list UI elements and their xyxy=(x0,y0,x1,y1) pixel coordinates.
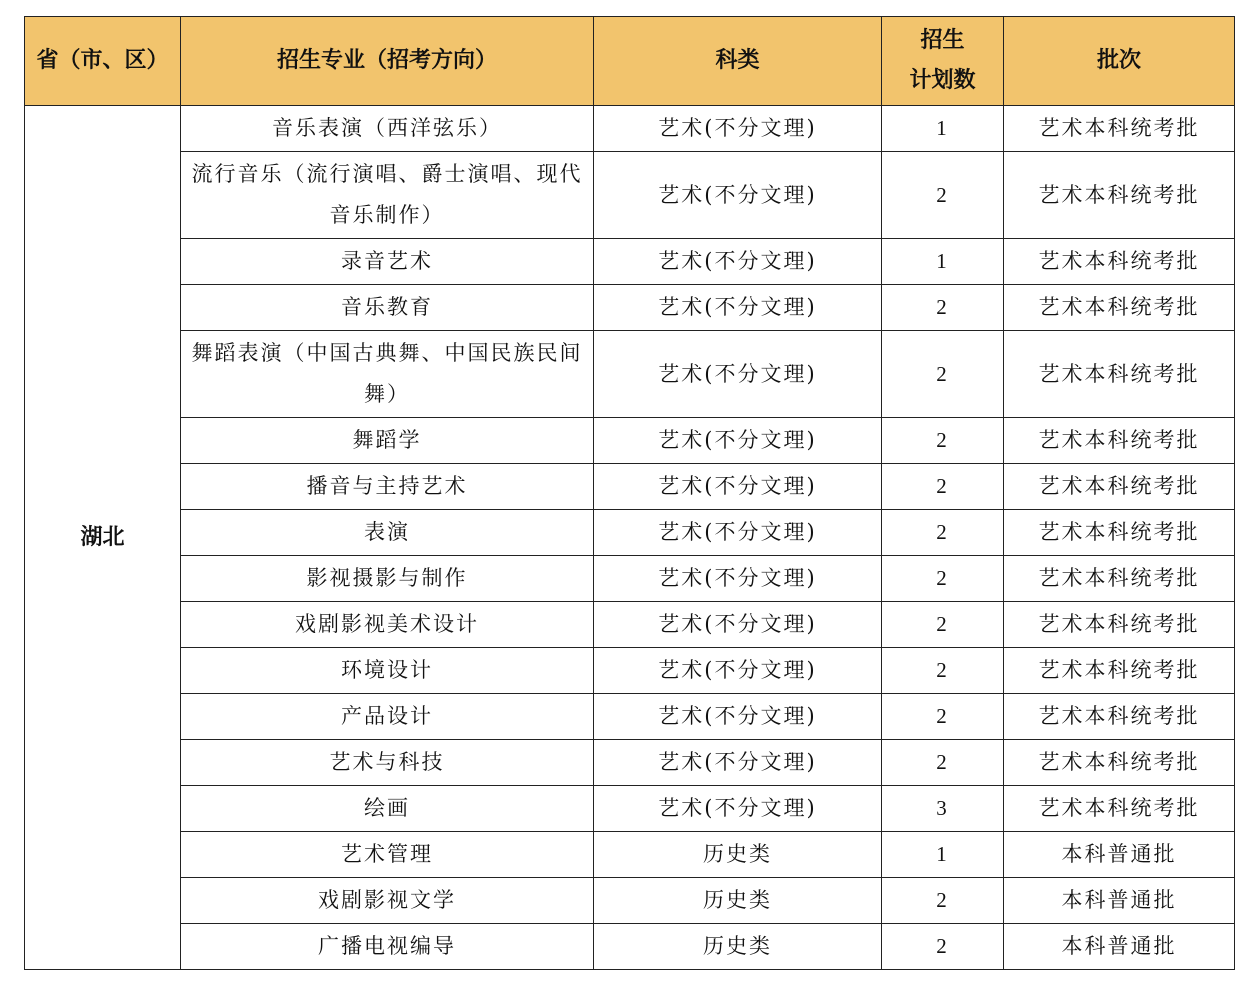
table-row xyxy=(25,418,1235,464)
header-major: 招生专业（招考方向） xyxy=(181,17,594,106)
plan-count-cell: 2 xyxy=(882,740,1004,786)
plan-count-cell: 2 xyxy=(882,510,1004,556)
category-cell: 艺术(不分文理) xyxy=(594,418,882,464)
plan-count-cell: 2 xyxy=(882,331,1004,418)
table-row xyxy=(25,285,1235,331)
category-cell: 艺术(不分文理) xyxy=(594,331,882,418)
batch-cell: 艺术本科统考批 xyxy=(1004,510,1235,556)
batch-cell: 艺术本科统考批 xyxy=(1004,239,1235,285)
enrollment-plan-table xyxy=(24,16,1235,970)
category-cell: 艺术(不分文理) xyxy=(594,786,882,832)
batch-cell: 艺术本科统考批 xyxy=(1004,331,1235,418)
header-batch: 批次 xyxy=(1004,17,1235,106)
batch-cell: 本科普通批 xyxy=(1004,832,1235,878)
batch-cell: 艺术本科统考批 xyxy=(1004,285,1235,331)
table-row xyxy=(25,556,1235,602)
batch-cell: 艺术本科统考批 xyxy=(1004,464,1235,510)
table-row xyxy=(25,786,1235,832)
category-cell: 艺术(不分文理) xyxy=(594,556,882,602)
plan-count-cell: 1 xyxy=(882,106,1004,152)
table-row xyxy=(25,694,1235,740)
batch-cell: 艺术本科统考批 xyxy=(1004,106,1235,152)
province-cell: 湖北 xyxy=(25,106,181,970)
major-cell: 流行音乐（流行演唱、爵士演唱、现代音乐制作） xyxy=(181,152,594,239)
category-cell: 艺术(不分文理) xyxy=(594,106,882,152)
plan-count-cell: 2 xyxy=(882,464,1004,510)
major-cell: 产品设计 xyxy=(181,694,594,740)
category-cell: 艺术(不分文理) xyxy=(594,694,882,740)
category-cell: 艺术(不分文理) xyxy=(594,602,882,648)
plan-count-cell: 2 xyxy=(882,418,1004,464)
header-province: 省（市、区） xyxy=(25,17,181,106)
batch-cell: 艺术本科统考批 xyxy=(1004,786,1235,832)
major-cell: 艺术与科技 xyxy=(181,740,594,786)
plan-count-cell: 2 xyxy=(882,878,1004,924)
batch-cell: 本科普通批 xyxy=(1004,924,1235,970)
major-cell: 影视摄影与制作 xyxy=(181,556,594,602)
major-cell: 音乐表演（西洋弦乐） xyxy=(181,106,594,152)
plan-count-cell: 2 xyxy=(882,602,1004,648)
major-cell: 舞蹈学 xyxy=(181,418,594,464)
category-cell: 历史类 xyxy=(594,832,882,878)
category-cell: 历史类 xyxy=(594,878,882,924)
category-cell: 艺术(不分文理) xyxy=(594,740,882,786)
table-row xyxy=(25,648,1235,694)
plan-count-cell: 2 xyxy=(882,556,1004,602)
category-cell: 艺术(不分文理) xyxy=(594,464,882,510)
table-row xyxy=(25,832,1235,878)
major-cell: 艺术管理 xyxy=(181,832,594,878)
plan-count-cell: 1 xyxy=(882,832,1004,878)
header-category: 科类 xyxy=(594,17,882,106)
plan-count-cell: 2 xyxy=(882,152,1004,239)
plan-count-cell: 2 xyxy=(882,648,1004,694)
table-row xyxy=(25,878,1235,924)
batch-cell: 艺术本科统考批 xyxy=(1004,740,1235,786)
batch-cell: 艺术本科统考批 xyxy=(1004,648,1235,694)
major-cell: 环境设计 xyxy=(181,648,594,694)
table-row xyxy=(25,924,1235,970)
table-row xyxy=(25,510,1235,556)
plan-count-cell: 2 xyxy=(882,285,1004,331)
header-plan-line1: 招生 xyxy=(920,28,965,53)
header-plan-line2: 计划数 xyxy=(909,68,976,93)
category-cell: 艺术(不分文理) xyxy=(594,648,882,694)
major-cell: 戏剧影视文学 xyxy=(181,878,594,924)
plan-count-cell: 3 xyxy=(882,786,1004,832)
batch-cell: 艺术本科统考批 xyxy=(1004,694,1235,740)
category-cell: 艺术(不分文理) xyxy=(594,239,882,285)
category-cell: 历史类 xyxy=(594,924,882,970)
batch-cell: 艺术本科统考批 xyxy=(1004,602,1235,648)
category-cell: 艺术(不分文理) xyxy=(594,285,882,331)
plan-count-cell: 2 xyxy=(882,924,1004,970)
major-cell: 舞蹈表演（中国古典舞、中国民族民间舞） xyxy=(181,331,594,418)
major-cell: 表演 xyxy=(181,510,594,556)
plan-count-cell: 2 xyxy=(882,694,1004,740)
major-cell: 录音艺术 xyxy=(181,239,594,285)
table-row xyxy=(25,239,1235,285)
major-cell: 戏剧影视美术设计 xyxy=(181,602,594,648)
major-cell: 播音与主持艺术 xyxy=(181,464,594,510)
major-cell: 广播电视编导 xyxy=(181,924,594,970)
plan-count-cell: 1 xyxy=(882,239,1004,285)
category-cell: 艺术(不分文理) xyxy=(594,510,882,556)
category-cell: 艺术(不分文理) xyxy=(594,152,882,239)
batch-cell: 艺术本科统考批 xyxy=(1004,556,1235,602)
batch-cell: 艺术本科统考批 xyxy=(1004,418,1235,464)
table-row xyxy=(25,152,1235,239)
major-cell: 音乐教育 xyxy=(181,285,594,331)
table-row xyxy=(25,331,1235,418)
table-row xyxy=(25,464,1235,510)
header-row xyxy=(25,17,1235,106)
table-row xyxy=(25,106,1235,152)
header-plan xyxy=(882,17,1004,106)
batch-cell: 本科普通批 xyxy=(1004,878,1235,924)
table-row xyxy=(25,602,1235,648)
table-row xyxy=(25,740,1235,786)
major-cell: 绘画 xyxy=(181,786,594,832)
batch-cell: 艺术本科统考批 xyxy=(1004,152,1235,239)
